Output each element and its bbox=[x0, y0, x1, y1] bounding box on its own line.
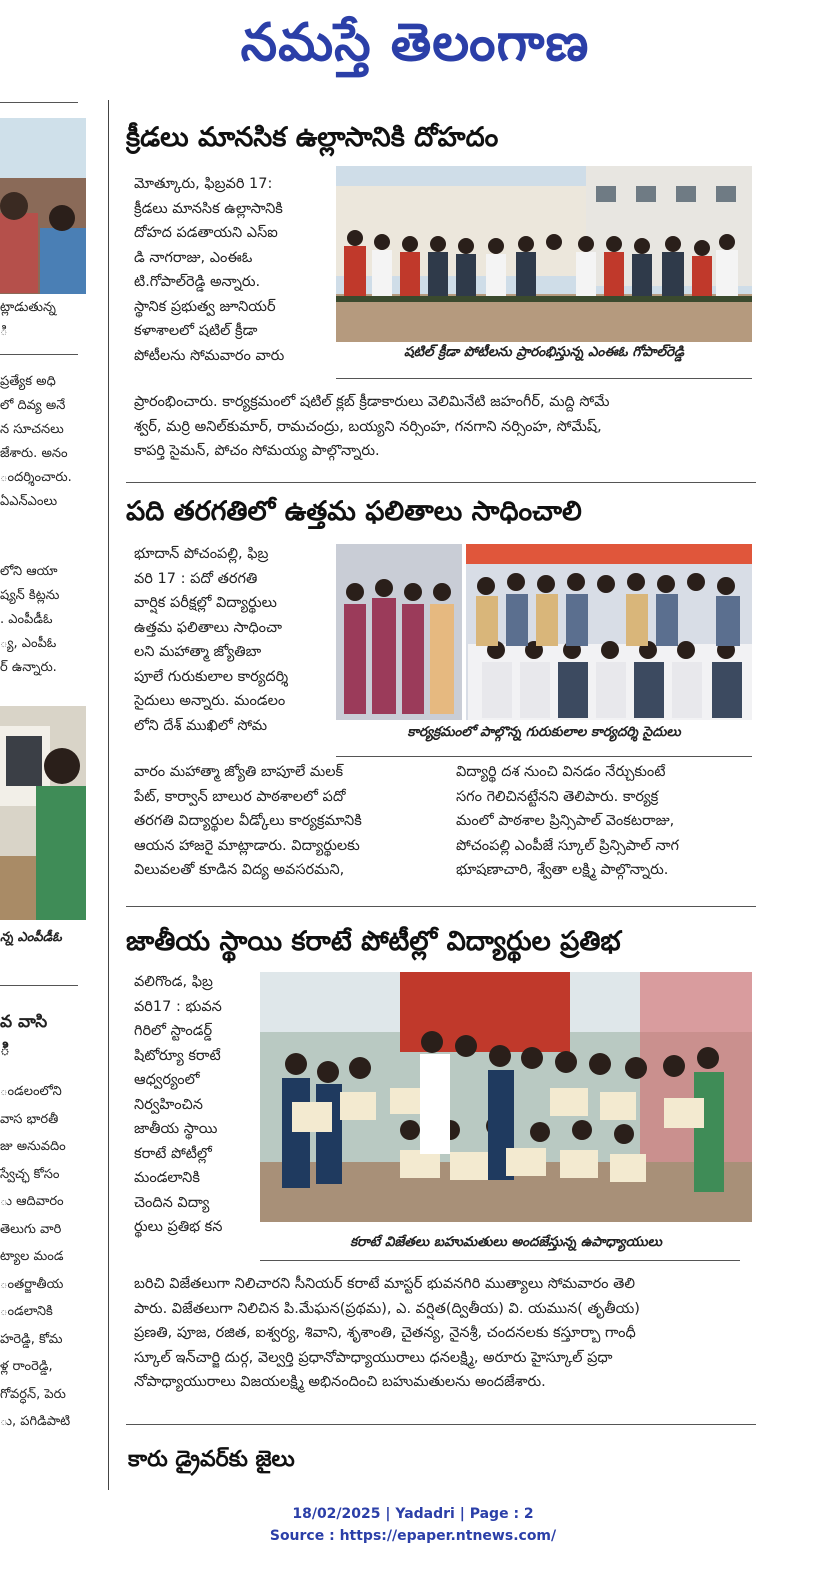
text-line: . ఎంపీడీఓ bbox=[0, 612, 53, 627]
text-line: ట్లాడుతున్న bbox=[0, 300, 56, 315]
text-line: దోహద పడతాయని ఎస్‌ఐ bbox=[134, 225, 278, 241]
divider bbox=[336, 756, 752, 757]
footer-date-line: 18/02/2025 | Yadadri | Page : 2 bbox=[292, 1506, 534, 1522]
text-line: జేశారు. అనం bbox=[0, 446, 68, 461]
text-line: భూషణాచారి, శ్వేతా లక్ష్మి పాల్గొన్నారు. bbox=[456, 862, 669, 878]
article-1-headline: క్రీడలు మానసిక ఉల్లాసానికి దోహదం bbox=[126, 122, 499, 153]
column-divider bbox=[108, 100, 109, 1490]
text-line: సగం గెలిచినట్టేనని తెలిపారు. కార్యక్ర bbox=[456, 788, 659, 805]
text-line: ఆధ్వర్యంలో bbox=[134, 1072, 200, 1088]
masthead bbox=[0, 0, 826, 88]
text-line: కరాటే పోటీల్లో bbox=[134, 1145, 212, 1162]
text-line: ప్రణతి, పూజ, రజిత, ఐశ్వర్య, శివాని, శృశాంతి, చైతన్య, నైనశ్రీ, చందనలకు కస్తూర్బా గాంధీ bbox=[134, 1325, 636, 1341]
text-line: ందర్శించారు. bbox=[0, 470, 72, 485]
text-line: ండలానికి bbox=[0, 1304, 53, 1319]
left-photo-2 bbox=[0, 706, 86, 920]
text-line: మోత్కూరు, ఫిబ్రవరి 17: bbox=[134, 176, 273, 192]
text-line: ర్థులు ప్రతిభ కన bbox=[134, 1219, 223, 1235]
text-line: నిర్వహించిన bbox=[134, 1096, 203, 1113]
article-2-body-col-b bbox=[456, 760, 756, 883]
text-line: శ్వర్, మర్రి అనిల్‌కుమార్, రామచంద్రు, బయ్యని నర్సింహ, గనగాని నర్సింహ, సోమేష్, bbox=[134, 418, 602, 435]
divider bbox=[260, 1260, 740, 1261]
text-line: షిటోర్యూ కరాటే bbox=[134, 1047, 221, 1064]
text-line: గోవర్ధన్, పెరు bbox=[0, 1386, 66, 1402]
article-1-photo bbox=[336, 166, 752, 342]
text-line: ళ్ల రాంరెడ్డి, bbox=[0, 1359, 53, 1374]
text-line: కాపర్తి సైమన్, పోచం సోమయ్య పాల్గొన్నారు. bbox=[134, 443, 380, 459]
divider bbox=[336, 378, 752, 379]
article-1-body-wide bbox=[134, 390, 754, 464]
text-line: ష్యన్ కిట్లను bbox=[0, 588, 60, 603]
text-line: పూలే గురుకులాల కార్యదర్శి bbox=[134, 668, 289, 685]
left-snippet-3 bbox=[0, 560, 100, 680]
text-line: పేట్, కార్వాన్ బాలుర పాఠశాలలో పదో bbox=[134, 788, 346, 805]
text-line: స్కూల్ ఇన్‌చార్జి దుర్గ, వెల్వర్తి ప్రధానోపాధ్యాయురాలు ధనలక్ష్మి, అరూరు హైస్కూల్ ప్రధా bbox=[134, 1349, 613, 1366]
text-line: హరెడ్డి, కోమ bbox=[0, 1331, 63, 1347]
article-2-headline: పది తరగతిలో ఉత్తమ ఫలితాలు సాధించాలి bbox=[126, 496, 582, 527]
photo-image bbox=[0, 118, 86, 294]
divider bbox=[0, 102, 78, 103]
text-line: న్న ఎంపీడీఓ bbox=[0, 930, 62, 945]
left-caption bbox=[0, 926, 100, 950]
divider bbox=[0, 354, 78, 355]
article-2-photo bbox=[336, 544, 752, 720]
article-3-headline: జాతీయ స్థాయి కరాటే పోటీల్లో విద్యార్థుల ప్రతిభ bbox=[126, 926, 621, 957]
text-line: ి bbox=[0, 1040, 10, 1060]
divider bbox=[126, 1424, 756, 1425]
text-line: బరిచి విజేతలుగా నిలిచారని సీనియర్ కరాటే మాస్టర్ భువనగిరి ముత్యాలు సోమవారం తెలి bbox=[134, 1276, 636, 1292]
text-line: తరగతి విద్యార్థుల వీడ్కోలు కార్యక్రమానికి bbox=[134, 813, 362, 829]
article-1-caption: షటిల్ క్రీడా పోటీలను ప్రారంభిస్తున్న ఎంఈఓ గోపాల్‌రెడ్డి bbox=[403, 344, 685, 360]
text-line: స్వేచ్ఛ కోసం bbox=[0, 1166, 60, 1182]
article-4-headline: కారు డ్రైవర్‌కు జైలు bbox=[128, 1447, 295, 1472]
divider bbox=[126, 482, 756, 483]
text-line: చెందిన విద్యా bbox=[134, 1194, 210, 1211]
text-line: ప్రత్యేక అధి bbox=[0, 374, 56, 389]
text-line: ర్ ఉన్నారు. bbox=[0, 660, 57, 675]
text-line: వరి 17 : పదో తరగతి bbox=[134, 570, 258, 587]
photo-image bbox=[336, 166, 752, 342]
article-3-caption: కరాటే విజేతలు బహుమతులు అందజేస్తున్న ఉపాధ్యాయులు bbox=[350, 1234, 662, 1250]
text-line: పోటీలను సోమవారం వారు bbox=[134, 347, 285, 364]
text-line: ్య, ఎంపీఓ bbox=[0, 636, 57, 651]
text-line: మంలో పాఠశాల ప్రిన్సిపాల్ వెంకటరాజు, bbox=[456, 813, 675, 829]
text-line: లోని దేశ్ ముఖిలో సోమ bbox=[134, 717, 268, 734]
text-line: నోపాధ్యాయురాలు విజయలక్ష్మి అభినందించి బహుమతులను అందజేశారు. bbox=[134, 1374, 546, 1390]
text-line: జు అనువదిం bbox=[0, 1139, 66, 1154]
photo-image bbox=[0, 706, 86, 920]
article-3-body-left bbox=[134, 970, 256, 1240]
text-line: ఆయన హాజరై మాట్లాడారు. విద్యార్థులకు bbox=[134, 837, 360, 854]
text-line: లని మహాత్మా జ్యోతిబా bbox=[134, 644, 262, 660]
text-line: క్రీడలు మానసిక ఉల్లాసానికి bbox=[134, 200, 283, 217]
article-2-body-left bbox=[134, 542, 330, 738]
newspaper-logo: నమస్తే తెలంగాణ bbox=[240, 13, 590, 73]
article-2-caption: కార్యక్రమంలో పాల్గొన్న గురుకులాల కార్యదర్శి సైదులు bbox=[407, 724, 681, 740]
text-line: లోని ఆయా bbox=[0, 564, 58, 579]
text-line: విలువలతో కూడిన విద్య అవసరమని, bbox=[134, 862, 345, 878]
text-line: వరి17 : భువన bbox=[134, 998, 222, 1015]
text-line: ి bbox=[0, 324, 8, 339]
photo-image bbox=[260, 972, 752, 1222]
left-snippet-4 bbox=[0, 1078, 100, 1436]
text-line: ు, పగిడిపాటి bbox=[0, 1414, 71, 1429]
text-line: ట్యాల మండ bbox=[0, 1249, 64, 1264]
text-line: కళాశాలలో షటిల్ క్రీడా bbox=[134, 323, 258, 339]
article-3-body-wide bbox=[134, 1272, 754, 1395]
text-line: ు ఆదివారం bbox=[0, 1194, 64, 1209]
text-line: వ వాసి bbox=[0, 1012, 48, 1032]
text-line: గిరిలో స్టాండర్డ్ bbox=[134, 1023, 213, 1039]
text-line: ంతర్జాతీయ bbox=[0, 1276, 64, 1292]
article-2-body-col-a bbox=[134, 760, 444, 883]
left-photo-1 bbox=[0, 118, 86, 294]
text-line: వార్షిక పరీక్షల్లో విద్యార్థులు bbox=[134, 595, 277, 611]
left-snippet-2 bbox=[0, 370, 100, 514]
text-line: పారు. విజేతలుగా నిలిచిన పి.మేఘన(ప్రథమ), ఎ. వర్షిత(ద్వితీయ) వి. యమున( తృతీయ) bbox=[134, 1300, 640, 1317]
text-line: ఏఎన్‌ఎంలు bbox=[0, 494, 58, 509]
text-line: వలిగొండ, ఫిబ్ర bbox=[134, 974, 213, 990]
left-heading bbox=[0, 1008, 100, 1064]
text-line: స్థానిక ప్రభుత్వ జూనియర్ bbox=[134, 298, 276, 315]
article-1-body-left bbox=[134, 172, 330, 368]
text-line: సైదులు అన్నారు. మండలం bbox=[134, 693, 286, 709]
footer-source-line[interactable]: Source : https://epaper.ntnews.com/ bbox=[269, 1528, 557, 1544]
text-line: వారం మహాత్మా జ్యోతి బాపూలే మలక్ bbox=[134, 764, 344, 780]
text-line: పోచంపల్లి ఎంపీజే స్కూల్ ప్రిన్సిపాల్ నాగ bbox=[456, 837, 679, 854]
text-line: ఉత్తమ ఫలితాలు సాధించా bbox=[134, 619, 283, 636]
divider bbox=[126, 906, 756, 907]
article-3-photo bbox=[260, 972, 752, 1222]
divider bbox=[0, 985, 78, 986]
text-line: వాస భారతీ bbox=[0, 1111, 59, 1127]
photo-image bbox=[336, 544, 752, 720]
text-line: ప్రారంభించారు. కార్యక్రమంలో షటిల్ క్లబ్ క్రీడాకారులు వెలిమినేటి జహంగీర్, మద్ది సోమే bbox=[134, 394, 610, 410]
text-line: తెలుగు వారి bbox=[0, 1221, 62, 1237]
text-line: భూదాన్ పోచంపల్లి, ఫిబ్ర bbox=[134, 546, 269, 562]
text-line: విద్యార్థి దశ నుంచి వినడం నేర్చుకుంటే bbox=[456, 764, 666, 780]
left-snippet-1 bbox=[0, 296, 100, 344]
text-line: న సూచనలు bbox=[0, 422, 64, 437]
text-line: జాతీయ స్థాయి bbox=[134, 1121, 218, 1137]
text-line: డి నాగరాజు, ఎంఈఓ bbox=[134, 249, 253, 266]
text-line: ండలంలోని bbox=[0, 1084, 62, 1099]
text-line: టి.గోపాల్‌రెడ్డి అన్నారు. bbox=[134, 274, 261, 290]
text-line: మండలానికి bbox=[134, 1170, 200, 1186]
text-line: లో దివ్య అనే bbox=[0, 398, 66, 413]
